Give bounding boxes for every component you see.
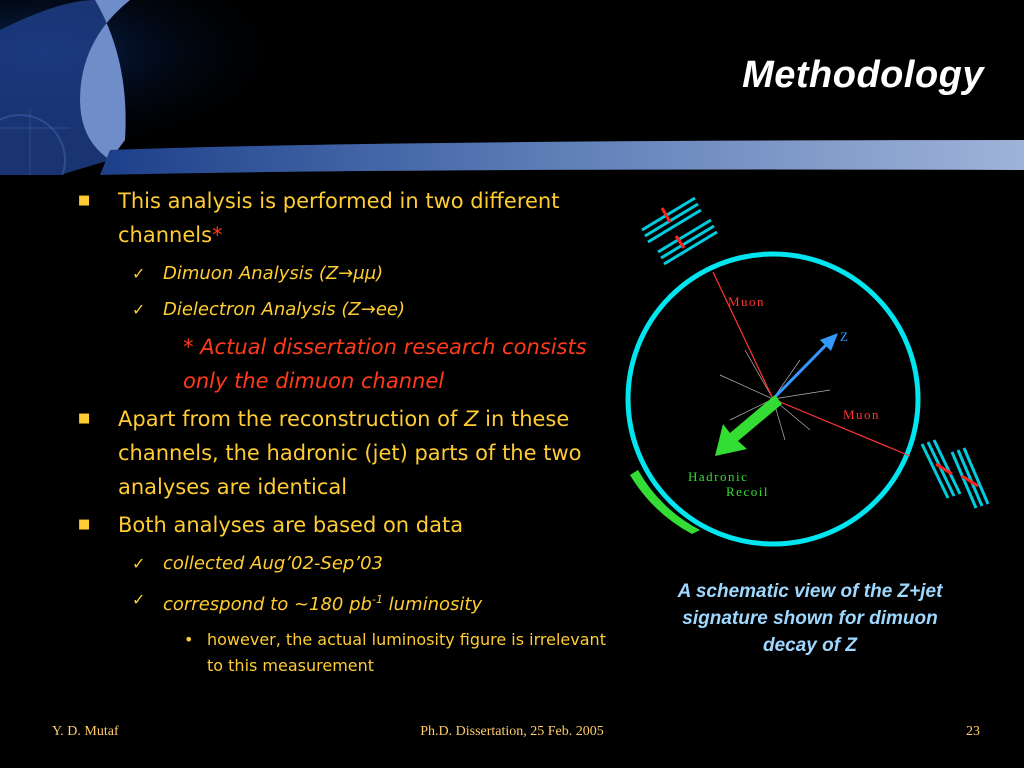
muon-track-1 bbox=[713, 272, 773, 399]
muon-chamber-top bbox=[642, 198, 717, 264]
figure-caption: A schematic view of the Z+jet signature shown for dimuon decay of Z bbox=[677, 581, 943, 656]
bullet-reconstruction-text-a: Apart from the reconstruction of bbox=[118, 407, 465, 431]
check-icon: ✓ bbox=[132, 264, 146, 283]
hadronic-recoil-arrow bbox=[715, 395, 782, 456]
hadronic-label: Hadronic bbox=[688, 469, 749, 484]
footer-author: Y. D. Mutaf bbox=[52, 724, 119, 739]
bullet-reconstruction-text-b: in these channels, the hadronic (jet) parts of the two analyses are identical bbox=[118, 407, 582, 499]
muon-label-1: Muon bbox=[728, 294, 766, 309]
z-symbol: Z bbox=[464, 407, 479, 431]
dot-bullet-icon: • bbox=[184, 630, 194, 649]
recoil-label: Recoil bbox=[726, 484, 769, 499]
sub-dielectron bbox=[78, 292, 618, 328]
sub-dielectron-text: Dielectron Analysis (Z→ee) bbox=[163, 299, 405, 320]
footer-title: Ph.D. Dissertation, 25 Feb. 2005 bbox=[420, 724, 604, 739]
sub-luminosity-text-a: correspond to ~180 pb bbox=[163, 594, 372, 615]
sub-luminosity-sup: -1 bbox=[371, 593, 383, 606]
muon-chamber-right bbox=[922, 440, 988, 508]
sub-collected bbox=[78, 546, 618, 582]
zjet-schematic-diagram bbox=[600, 190, 1020, 570]
sub-collected-text: collected Aug’02-Sep’03 bbox=[163, 553, 383, 574]
bullet-data-text: Both analyses are based on data bbox=[118, 513, 464, 537]
check-icon: ✓ bbox=[132, 554, 146, 573]
asterisk-mark: * bbox=[212, 223, 223, 247]
check-icon: ✓ bbox=[132, 590, 146, 609]
muon-track-2 bbox=[773, 399, 910, 456]
sub-dimuon-text: Dimuon Analysis (Z→μμ) bbox=[163, 263, 384, 284]
dissertation-note: * Actual dissertation research consists only the dimuon channel bbox=[183, 335, 587, 393]
z-vector-arrow bbox=[773, 343, 828, 399]
sub-sub-irrelevant-text: however, the actual luminosity figure is irrelevant to this measurement bbox=[207, 630, 606, 675]
sub-dimuon bbox=[78, 256, 618, 292]
bullet-data bbox=[78, 508, 618, 542]
sub-luminosity bbox=[78, 582, 618, 623]
bullet-channels-text: This analysis is performed in two different channels bbox=[118, 189, 560, 247]
square-bullet-icon: ■ bbox=[78, 411, 91, 426]
muon-label-2: Muon bbox=[843, 407, 881, 422]
square-bullet-icon: ■ bbox=[78, 193, 91, 208]
sub-sub-irrelevant bbox=[78, 627, 618, 679]
bullet-list bbox=[78, 184, 618, 679]
check-icon: ✓ bbox=[132, 300, 146, 319]
square-bullet-icon: ■ bbox=[78, 517, 91, 532]
sub-luminosity-text-b: luminosity bbox=[382, 594, 483, 615]
z-label: Z bbox=[840, 329, 848, 344]
bullet-reconstruction bbox=[78, 402, 618, 504]
bullet-channels bbox=[78, 184, 618, 252]
footer-page-number: 23 bbox=[966, 724, 980, 739]
slide-title: Methodology bbox=[742, 54, 984, 96]
